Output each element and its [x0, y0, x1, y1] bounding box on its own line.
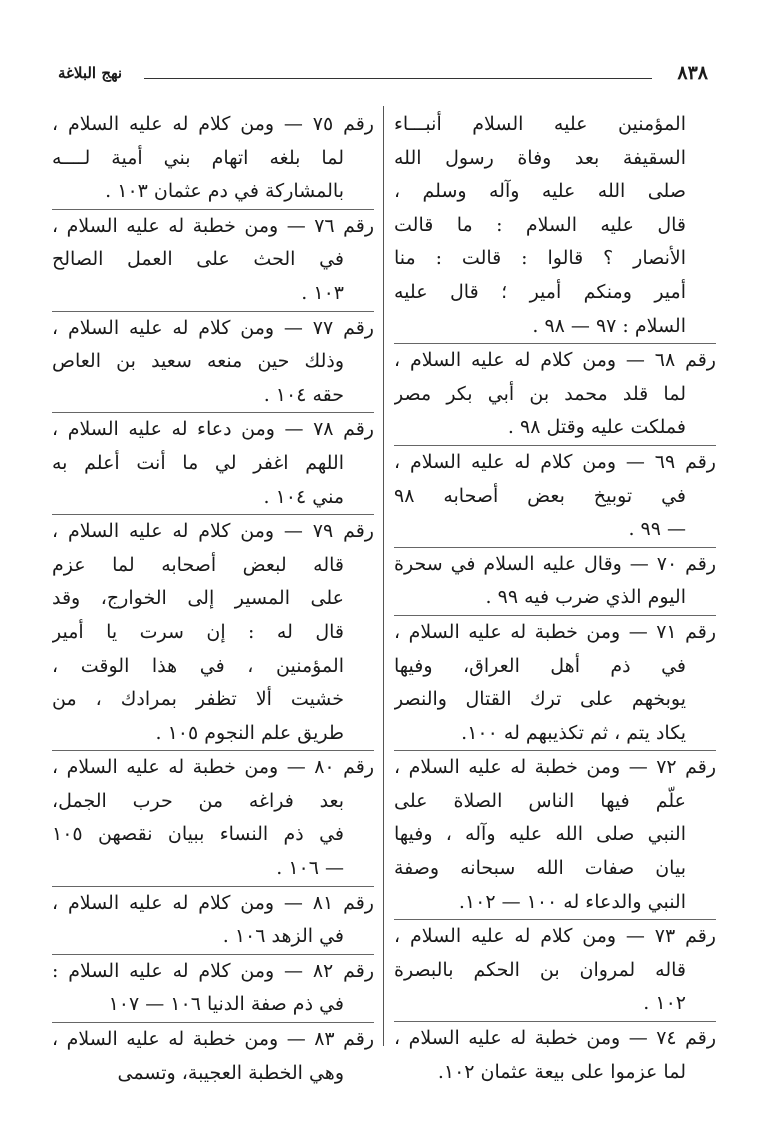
entry-line: في ذم صفة الدنيا ١٠٦ — ١٠٧ [108, 993, 344, 1016]
entry-line: وهي الخطبة العجيبة، وتسمى [117, 1061, 344, 1084]
entry-line: المؤمنين عليه السلام أنبـــاء [394, 113, 686, 135]
entry-heading: رقم ٦٩ — ومن كلام له عليه السلام ، [394, 445, 716, 480]
page-header [52, 60, 716, 90]
entry-line: بالمشاركة في دم عثمان ١٠٣ . [105, 180, 344, 203]
index-entry [394, 615, 716, 750]
index-entry [394, 445, 716, 547]
entry-line: النبي والدعاء له ١٠٠ — ١٠٢. [458, 890, 686, 913]
entry-heading: رقم ٧٥ — ومن كلام له عليه السلام ، [52, 113, 374, 135]
index-entry [52, 514, 374, 750]
header-rule [144, 78, 652, 79]
entry-line: لما بلغه اتهام بني أمية لــــه [52, 146, 344, 169]
entry-line: مني ١٠٤ . [263, 485, 344, 508]
entry-heading: رقم ٧٦ — ومن خطبة له عليه السلام ، [52, 209, 374, 244]
entry-line: علّم فيها الناس الصلاة على [394, 789, 686, 812]
entry-line: قال عليه السلام : ما قالت [394, 213, 686, 236]
entry-line: قاله لمروان بن الحكم بالبصرة [394, 958, 686, 981]
entry-line: لما قلد محمد بن أبي بكر مصر [394, 382, 686, 405]
index-entry [394, 750, 716, 919]
entry-heading: رقم ٧٧ — ومن كلام له عليه السلام ، [52, 311, 374, 346]
entry-line: — ٩٩ . [628, 518, 686, 541]
entry-line: قاله لبعض أصحابه لما عزم [52, 553, 344, 576]
index-entry [52, 1022, 374, 1090]
entry-line: اللهم اغفر لي ما أنت أعلم به [52, 451, 344, 474]
entry-line: السقيفة بعد وفاة رسول الله [394, 146, 686, 169]
entry-line: فملكت عليه وقتل ٩٨ . [507, 416, 686, 439]
entry-line: السلام : ٩٧ — ٩٨ . [532, 314, 686, 337]
entry-line: طريق علم النجوم ١٠٥ . [155, 721, 344, 744]
entry-line: في الحث على العمل الصالح [52, 248, 344, 271]
entry-line: يكاد يتم ، ثم تكذيبهم له ١٠٠. [461, 721, 686, 744]
entry-heading: رقم ٧٢ — ومن خطبة له عليه السلام ، [394, 750, 716, 785]
entry-line: بعد فراغه من حرب الجمل، [52, 789, 344, 812]
entry-heading: رقم ٧٤ — ومن خطبة له عليه السلام ، [394, 1021, 716, 1056]
entry-heading: رقم ٨١ — ومن كلام له عليه السلام ، [52, 886, 374, 921]
entry-line: — ١٠٦ . [276, 857, 344, 880]
entry-line: ١٠٢ . [643, 992, 686, 1015]
index-entry [52, 311, 374, 413]
entry-line: في الزهد ١٠٦ . [222, 925, 344, 948]
entry-heading: رقم ٨٠ — ومن خطبة له عليه السلام ، [52, 750, 374, 785]
column-divider [383, 106, 384, 1046]
entry-line: يوبخهم على ترك القتال والنصر [394, 688, 686, 711]
book-title: نهج البلاغة [58, 64, 123, 82]
entry-heading: رقم ٧٠ — وقال عليه السلام في سحرة [394, 547, 716, 582]
index-entry [394, 1021, 716, 1089]
entry-line: خشيت ألا تظفر بمرادك ، من [52, 688, 344, 711]
entry-line: أمير ومنكم أمير ؛ قال عليه [394, 280, 686, 303]
index-entry [394, 547, 716, 615]
entry-heading: رقم ٧٩ — ومن كلام له عليه السلام ، [52, 514, 374, 549]
entry-line: صلى الله عليه وآله وسلم ، [394, 180, 686, 203]
index-entry [394, 343, 716, 445]
entry-heading: رقم ٧٨ — ومن دعاء له عليه السلام ، [52, 412, 374, 447]
left-column [52, 108, 374, 1090]
entry-heading: رقم ٧١ — ومن خطبة له عليه السلام ، [394, 615, 716, 650]
page-number: ٨٣٨ [677, 62, 708, 84]
index-entry [52, 886, 374, 954]
entry-line: المؤمنين ، في هذا الوقت ، [52, 654, 344, 677]
entry-line: بيان صفات الله سبحانه وصفة [394, 857, 686, 880]
entry-line: ١٠٣ . [301, 281, 344, 304]
entry-line: وذلك حين منعه سعيد بن العاص [52, 350, 344, 373]
entry-line: الأنصار ؟ قالوا : قالت : منا [394, 247, 686, 270]
entry-line: قال له : إن سرت يا أمير [52, 620, 344, 643]
index-entry [394, 108, 716, 343]
entry-heading: رقم ٨٢ — ومن كلام له عليه السلام : [52, 954, 374, 989]
index-entry [52, 209, 374, 311]
entry-heading: رقم ٨٣ — ومن خطبة له عليه السلام ، [52, 1022, 374, 1057]
entry-heading: رقم ٧٣ — ومن كلام له عليه السلام ، [394, 919, 716, 954]
entry-line: حقه ١٠٤ . [263, 383, 344, 406]
entry-line: لما عزموا على بيعة عثمان ١٠٢. [437, 1060, 686, 1083]
index-entry [394, 919, 716, 1021]
index-entry [52, 108, 374, 209]
entry-line: في ذم أهل العراق، وفيها [394, 654, 686, 677]
index-entry [52, 750, 374, 885]
entry-line: في ذم النساء ببيان نقصهن ١٠٥ [52, 823, 344, 846]
entry-line: اليوم الذي ضرب فيه ٩٩ . [485, 586, 686, 609]
entry-line: النبي صلى الله عليه وآله ، وفيها [394, 823, 686, 846]
entry-line: في توبيخ بعض أصحابه ٩٨ [394, 484, 686, 507]
entry-heading: رقم ٦٨ — ومن كلام له عليه السلام ، [394, 343, 716, 378]
right-column [394, 108, 716, 1089]
index-entry [52, 954, 374, 1022]
entry-line: على المسير إلى الخوارج، وقد [52, 587, 344, 610]
index-entry [52, 412, 374, 514]
